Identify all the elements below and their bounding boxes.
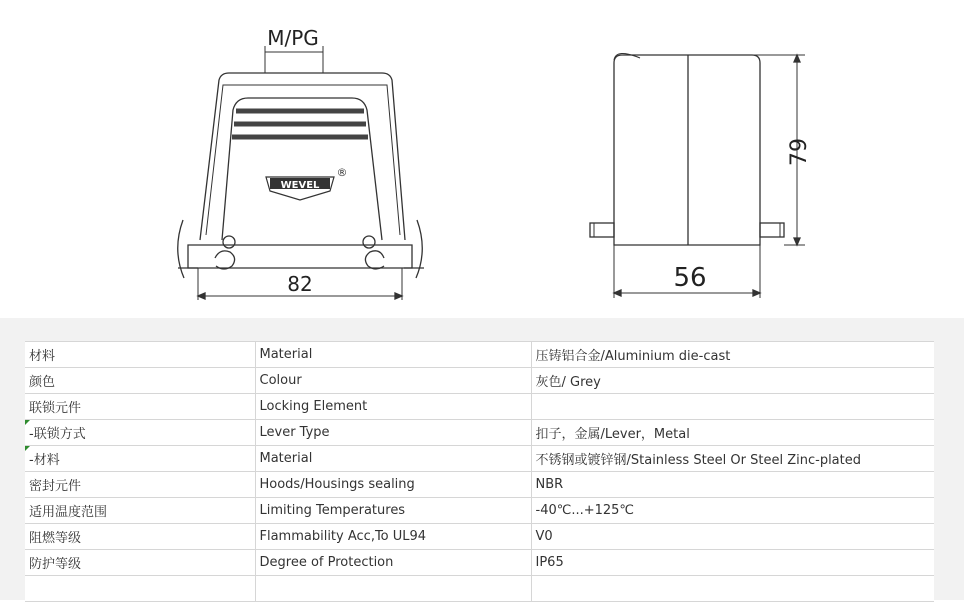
empty-cell <box>531 576 934 602</box>
side-depth-dimension: 56 <box>673 263 707 293</box>
spec-row <box>25 420 934 446</box>
logo-text: WEVEL <box>280 180 320 191</box>
spec-label-cn <box>25 420 255 446</box>
spec-label-cn <box>25 498 255 524</box>
spec-label-en <box>255 394 531 420</box>
spec-label-cn <box>25 342 255 368</box>
comment-marker-icon <box>25 420 30 425</box>
cell-text: 不锈钢或镀锌钢/Stainless Steel Or Steel Zinc-plated <box>535 453 861 468</box>
spec-label-cn <box>25 394 255 420</box>
spec-label-en <box>255 446 531 472</box>
cell-text: Hoods/Housings sealing <box>259 477 415 492</box>
spec-row <box>25 446 934 472</box>
spec-label-cn <box>25 368 255 394</box>
spec-row <box>25 524 934 550</box>
empty-cell <box>255 576 531 602</box>
spec-value <box>531 368 934 394</box>
spec-row <box>25 498 934 524</box>
cell-text: 防护等级 <box>29 557 82 572</box>
spec-label-cn <box>25 472 255 498</box>
spec-label-en <box>255 498 531 524</box>
spec-value <box>531 550 934 576</box>
spec-row <box>25 342 934 368</box>
spec-label-en <box>255 550 531 576</box>
empty-cell <box>25 576 255 602</box>
cell-text: Material <box>259 451 313 466</box>
comment-marker-icon <box>25 446 30 451</box>
cell-text: NBR <box>535 477 564 492</box>
spec-value <box>531 394 934 420</box>
spec-value <box>531 420 934 446</box>
spec-value <box>531 446 934 472</box>
spec-label-en <box>255 342 531 368</box>
cell-text: -40℃...+125℃ <box>535 503 635 518</box>
side-height-dimension: 79 <box>787 138 812 166</box>
spec-row-empty <box>25 576 934 602</box>
spec-label-cn <box>25 550 255 576</box>
spec-value <box>531 498 934 524</box>
spec-row <box>25 368 934 394</box>
cell-text: 密封元件 <box>29 479 82 494</box>
front-width-dimension: 82 <box>287 272 313 296</box>
front-view <box>178 46 424 300</box>
cell-text: -材料 <box>29 453 60 468</box>
cell-text: 适用温度范围 <box>29 505 108 520</box>
side-view <box>590 53 805 298</box>
cell-text: Flammability Acc,To UL94 <box>259 529 427 544</box>
spec-table <box>25 341 934 602</box>
spec-label-en <box>255 472 531 498</box>
spec-value <box>531 524 934 550</box>
cell-text: Degree of Protection <box>259 555 394 570</box>
cell-text: Colour <box>259 373 302 388</box>
cell-text: 阻燃等级 <box>29 531 82 546</box>
spec-value <box>531 342 934 368</box>
cell-text: Limiting Temperatures <box>259 503 406 518</box>
mpg-label: M/PG <box>267 26 319 50</box>
cell-text: 颜色 <box>29 375 56 390</box>
cell-text: -联锁方式 <box>29 427 86 442</box>
spec-row <box>25 394 934 420</box>
cell-text: 联锁元件 <box>29 401 82 416</box>
spec-label-cn <box>25 446 255 472</box>
spec-row <box>25 550 934 576</box>
cell-text: V0 <box>535 529 553 544</box>
spec-row <box>25 472 934 498</box>
spec-label-en <box>255 368 531 394</box>
spec-label-en <box>255 420 531 446</box>
spec-table-body <box>25 342 934 602</box>
cell-text: Locking Element <box>259 399 368 414</box>
cell-text: 灰色/ Grey <box>535 375 601 390</box>
cell-text: Material <box>259 347 313 362</box>
cell-text: 压铸铝合金/Aluminium die-cast <box>535 349 731 364</box>
cell-text: IP65 <box>535 555 564 570</box>
registered-mark: ® <box>336 166 348 179</box>
cell-text: Lever Type <box>259 425 330 440</box>
spec-value <box>531 472 934 498</box>
cell-text: 材料 <box>29 349 56 364</box>
spec-label-en <box>255 524 531 550</box>
spec-label-cn <box>25 524 255 550</box>
cell-text: 扣子，金属/Lever，Metal <box>535 427 690 442</box>
